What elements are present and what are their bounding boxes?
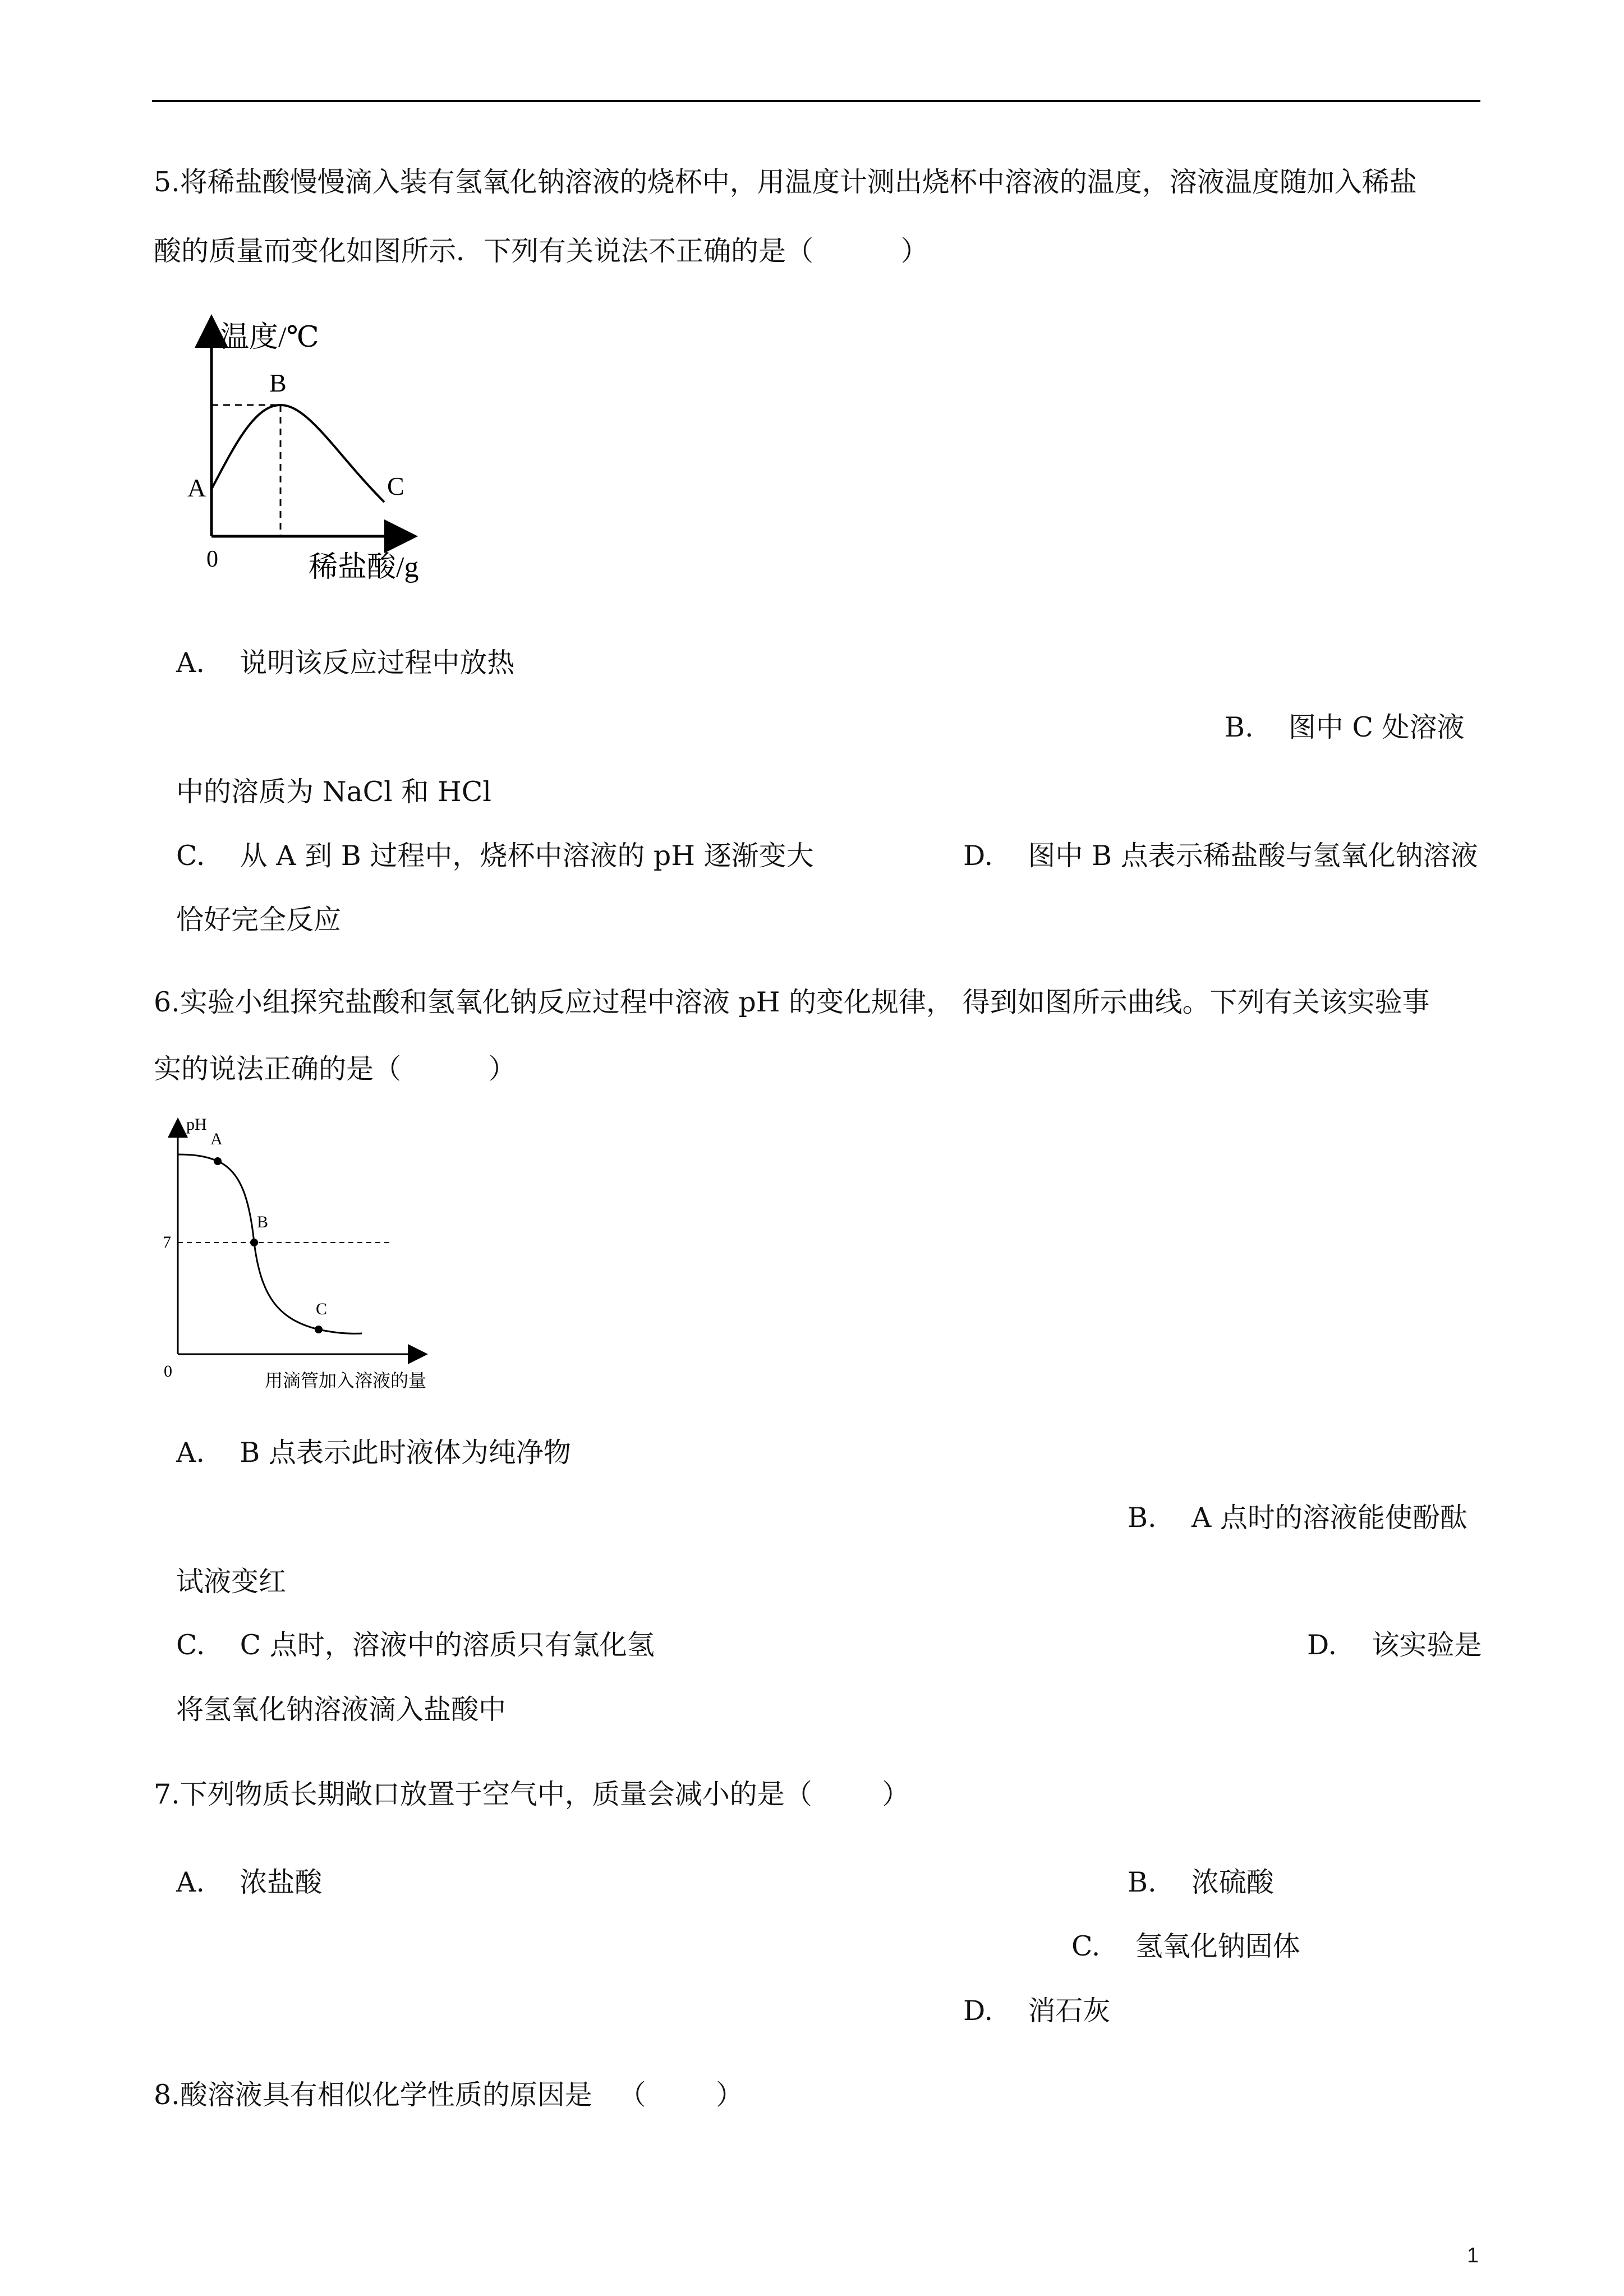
q5-temperature-chart	[180, 314, 449, 595]
q5-option-d-cont: 恰好完全反应	[176, 904, 342, 936]
q7-option-a: A. 浓盐酸	[176, 1866, 323, 1898]
q6-stem-line1: 6.实验小组探究盐酸和氢氧化钠反应过程中溶液 pH 的变化规律， 得到如图所示曲线。下列有关该实验事	[154, 986, 1430, 1018]
q6-ph-chart	[157, 1111, 438, 1397]
q6-stem-line2: 实的说法正确的是（ ）	[154, 1053, 516, 1085]
q6-origin-label: 0	[164, 1362, 172, 1381]
q6-x-label: 用滴管加入溶液的量	[265, 1370, 427, 1391]
page-number: 1	[1467, 2244, 1479, 2267]
q6-option-b-cont: 试液变红	[176, 1566, 287, 1598]
q5-option-a: A. 说明该反应过程中放热	[176, 647, 515, 679]
q5-curve	[211, 405, 384, 502]
q5-x-label: 稀盐酸/g	[309, 551, 419, 583]
q7-option-b: B. 浓硫酸	[1128, 1866, 1274, 1898]
q6-point-c-label: C	[316, 1300, 328, 1318]
q6-point-b-label: B	[257, 1213, 269, 1231]
q6-option-d-cont: 将氢氧化钠溶液滴入盐酸中	[176, 1694, 507, 1726]
q6-ref-value: 7	[163, 1233, 171, 1251]
header-rule	[152, 100, 1480, 102]
q5-option-b-cont: 中的溶质为 NaCl 和 HCl	[176, 776, 491, 808]
q5-stem-line2: 酸的质量而变化如图所示．下列有关说法不正确的是（ ）	[154, 235, 928, 267]
q5-point-b-label: B	[269, 369, 287, 397]
q5-option-d: D. 图中 B 点表示稀盐酸与氢氧化钠溶液	[963, 840, 1478, 872]
q5-origin-label: 0	[206, 546, 218, 572]
q6-option-d: D. 该实验是	[1307, 1629, 1482, 1661]
q6-point-a-label: A	[210, 1130, 223, 1148]
q5-point-a-label: A	[187, 473, 206, 502]
q5-option-b: B. 图中 C 处溶液	[1225, 711, 1465, 743]
q5-stem-line1: 5.将稀盐酸慢慢滴入装有氢氧化钠溶液的烧杯中，用温度计测出烧杯中溶液的温度，溶液温度随加入稀盐	[154, 166, 1417, 198]
q7-option-d: D. 消石灰	[963, 1995, 1111, 2027]
q6-option-c: C. C 点时，溶液中的溶质只有氯化氢	[176, 1629, 655, 1661]
q5-option-c: C. 从 A 到 B 过程中，烧杯中溶液的 pH 逐渐变大	[176, 840, 814, 872]
q6-option-b: B. A 点时的溶液能使酚酞	[1128, 1502, 1467, 1534]
q6-point-b	[250, 1239, 258, 1246]
q8-stem: 8.酸溶液具有相似化学性质的原因是 （ ）	[154, 2079, 744, 2111]
q6-option-a: A. B 点表示此时液体为纯净物	[176, 1437, 571, 1469]
q7-option-c: C. 氢氧化钠固体	[1071, 1930, 1300, 1962]
q5-point-c-label: C	[387, 472, 404, 500]
q6-point-c	[315, 1326, 323, 1333]
q6-y-label: pH	[186, 1115, 207, 1134]
q7-stem: 7.下列物质长期敞口放置于空气中，质量会减小的是（ ）	[154, 1778, 910, 1810]
q6-curve	[178, 1154, 362, 1333]
q6-point-a	[214, 1157, 222, 1165]
q5-y-label: 温度/℃	[220, 321, 319, 353]
